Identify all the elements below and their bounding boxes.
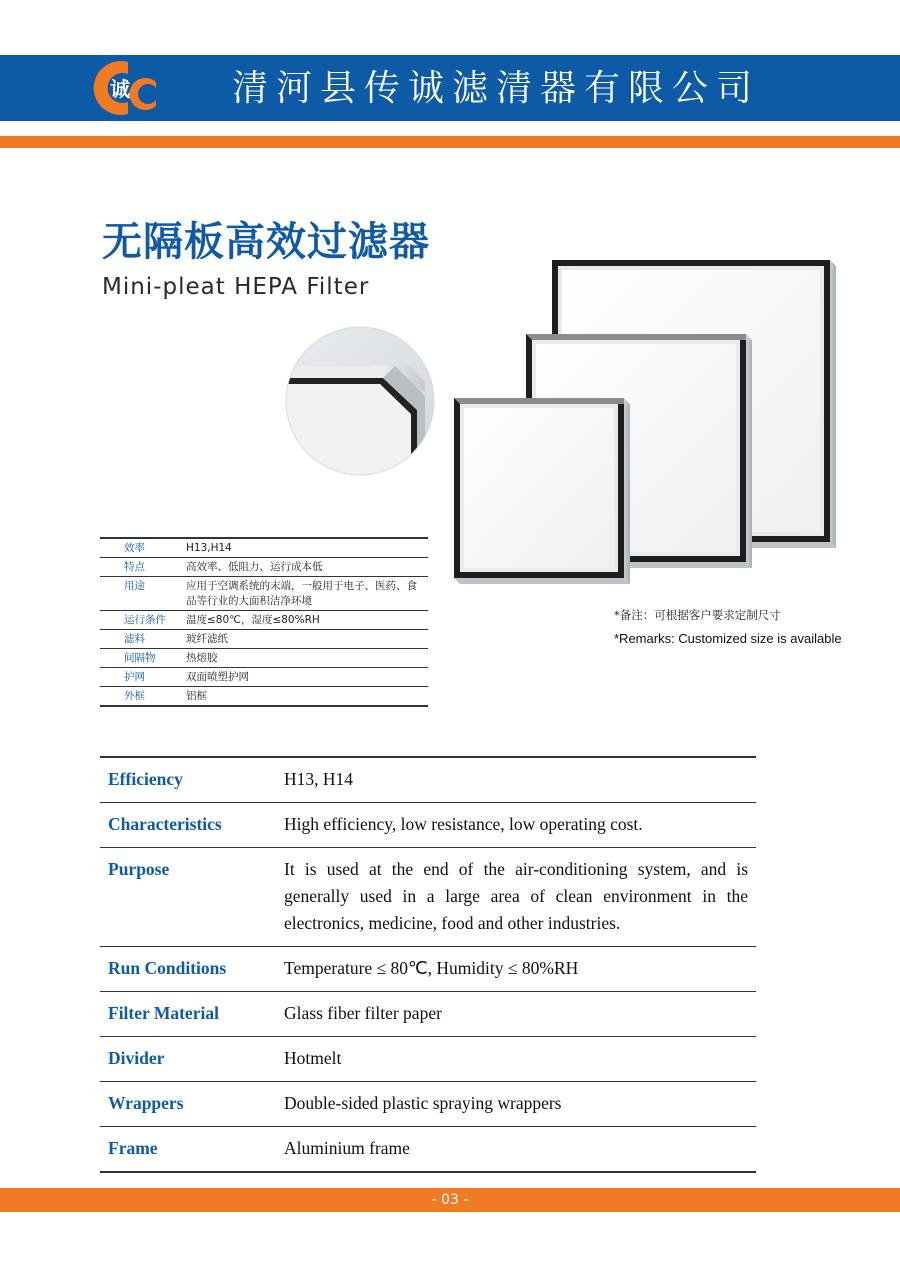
spec-value-cn: 应用于空调系统的末端，一般用于电子、医药、食品等行业的大面积洁净环境 xyxy=(182,577,428,611)
spec-key-en: Frame xyxy=(100,1127,276,1173)
spec-value-en: Aluminium frame xyxy=(276,1127,756,1173)
spec-key-cn: 外框 xyxy=(100,687,182,707)
spec-key-en: Run Conditions xyxy=(100,947,276,992)
spec-value-cn: 高效率、低阻力、运行成本低 xyxy=(182,558,428,577)
spec-key-cn: 间隔物 xyxy=(100,649,182,668)
table-row xyxy=(100,577,428,611)
spec-value-cn: 热熔胶 xyxy=(182,649,428,668)
spec-key-en: Filter Material xyxy=(100,992,276,1037)
spec-key-en: Divider xyxy=(100,1037,276,1082)
table-row xyxy=(100,611,428,630)
table-row xyxy=(100,668,428,687)
spec-value-en: Temperature ≤ 80℃, Humidity ≤ 80%RH xyxy=(276,947,756,992)
header-accent-stripe xyxy=(0,136,900,148)
table-row xyxy=(100,687,428,707)
table-row xyxy=(100,649,428,668)
filter-corner-detail-image xyxy=(285,326,435,476)
remark-en: *Remarks: Customized size is available xyxy=(614,631,842,646)
table-row xyxy=(100,848,756,947)
table-row xyxy=(100,992,756,1037)
product-title-en: Mini-pleat HEPA Filter xyxy=(102,274,370,300)
spec-value-cn: 铝框 xyxy=(182,687,428,707)
spec-key-cn: 运行条件 xyxy=(100,611,182,630)
spec-key-cn: 特点 xyxy=(100,558,182,577)
spec-table-cn xyxy=(100,537,428,707)
spec-value-en: H13, H14 xyxy=(276,757,756,803)
table-row xyxy=(100,558,428,577)
table-row xyxy=(100,947,756,992)
spec-value-cn: 温度≤80℃，湿度≤80%RH xyxy=(182,611,428,630)
company-logo-icon xyxy=(88,56,160,120)
spec-value-en: Double-sided plastic spraying wrappers xyxy=(276,1082,756,1127)
spec-value-en: It is used at the end of the air-conditioning system, and is generally used in a large area of clean environment in the electronics, medicine, food and other industries. xyxy=(276,848,756,947)
table-row xyxy=(100,1082,756,1127)
spec-value-en: High efficiency, low resistance, low operating cost. xyxy=(276,803,756,848)
spec-value-cn: H13,H14 xyxy=(182,538,428,558)
spec-value-cn: 玻纤滤纸 xyxy=(182,630,428,649)
product-title-cn: 无隔板高效过滤器 xyxy=(102,219,430,265)
spec-key-en: Purpose xyxy=(100,848,276,947)
table-row xyxy=(100,630,428,649)
remark-cn: *备注：可根据客户要求定制尺寸 xyxy=(614,608,781,622)
hepa-filters-image xyxy=(450,258,840,588)
spec-key-cn: 护网 xyxy=(100,668,182,687)
spec-value-cn: 双面喷塑护网 xyxy=(182,668,428,687)
spec-table-en xyxy=(100,756,756,1173)
spec-key-cn: 用途 xyxy=(100,577,182,611)
spec-key-en: Wrappers xyxy=(100,1082,276,1127)
table-row xyxy=(100,1037,756,1082)
table-row xyxy=(100,803,756,848)
spec-key-cn: 效率 xyxy=(100,538,182,558)
spec-value-en: Hotmelt xyxy=(276,1037,756,1082)
spec-key-en: Characteristics xyxy=(100,803,276,848)
table-row xyxy=(100,538,428,558)
spec-value-en: Glass fiber filter paper xyxy=(276,992,756,1037)
company-name: 清河县传诚滤清器有限公司 xyxy=(232,68,761,109)
table-row xyxy=(100,1127,756,1173)
spec-key-en: Efficiency xyxy=(100,757,276,803)
page-number: - 03 - xyxy=(431,1192,469,1208)
spec-key-cn: 滤料 xyxy=(100,630,182,649)
logo-text: 诚 xyxy=(110,77,130,101)
table-row xyxy=(100,757,756,803)
